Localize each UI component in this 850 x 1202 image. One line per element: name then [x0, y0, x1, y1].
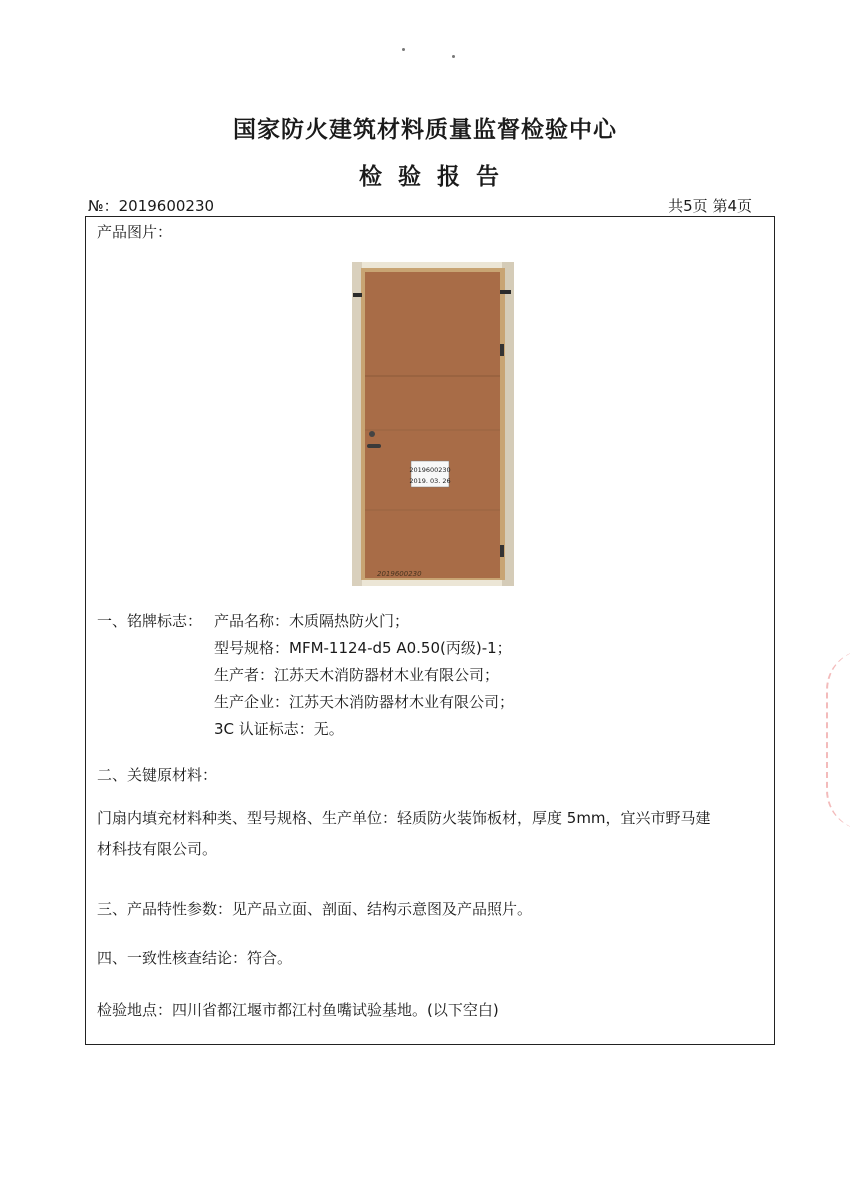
model-spec: 型号规格：MFM-1124-d5 A0.50(丙级)-1；: [214, 639, 512, 657]
sample-label-number: 2019600230: [409, 466, 451, 474]
materials-line-1: 门扇内填充材料种类、型号规格、生产单位：轻质防火装饰板材，厚度 5mm，宜兴市野马建: [97, 809, 711, 827]
product-name: 产品名称：木质隔热防火门；: [214, 612, 410, 630]
door-closer: [500, 290, 511, 294]
photo-label: 产品图片：: [97, 223, 173, 241]
report-number: №：2019600230: [88, 197, 215, 215]
page-info: 共5页 第4页: [668, 197, 752, 215]
org-title: 国家防火建筑材料质量监督检验中心: [233, 117, 617, 143]
conclusion: 四、一致性核查结论：符合。: [97, 949, 293, 967]
report-title: 检验报告: [359, 164, 515, 190]
sample-label-date: 2019. 03. 26: [409, 477, 451, 485]
handwritten-note: 2019600230: [377, 570, 422, 578]
characteristics: 三、产品特性参数：见产品立面、剖面、结构示意图及产品照片。: [97, 900, 533, 918]
wall-left-edge: [352, 262, 362, 586]
materials-heading: 二、关键原材料：: [97, 766, 218, 784]
materials-line-2: 材科技有限公司。: [97, 840, 218, 858]
cert-mark: 3C 认证标志：无。: [214, 720, 344, 738]
report-frame: [85, 216, 775, 1045]
door-hinge-top: [353, 293, 362, 297]
manufacturer: 生产企业：江苏天木消防器材木业有限公司；: [214, 693, 515, 711]
scan-speck: [452, 55, 455, 58]
lock-cylinder: [369, 431, 375, 437]
product-photo: [352, 262, 514, 586]
test-location: 检验地点：四川省都江堰市都江村鱼嘴试验基地。(以下空白): [97, 1001, 499, 1019]
producer: 生产者：江苏天木消防器材木业有限公司；: [214, 666, 500, 684]
scan-speck: [402, 48, 405, 51]
nameplate-heading: 一、铭牌标志：: [97, 612, 203, 630]
door-leaf: [365, 272, 500, 578]
door-hinge-right: [500, 344, 504, 356]
door-handle: [367, 444, 381, 448]
door-hinge-right: [500, 545, 504, 557]
red-stamp-edge: [826, 650, 850, 830]
